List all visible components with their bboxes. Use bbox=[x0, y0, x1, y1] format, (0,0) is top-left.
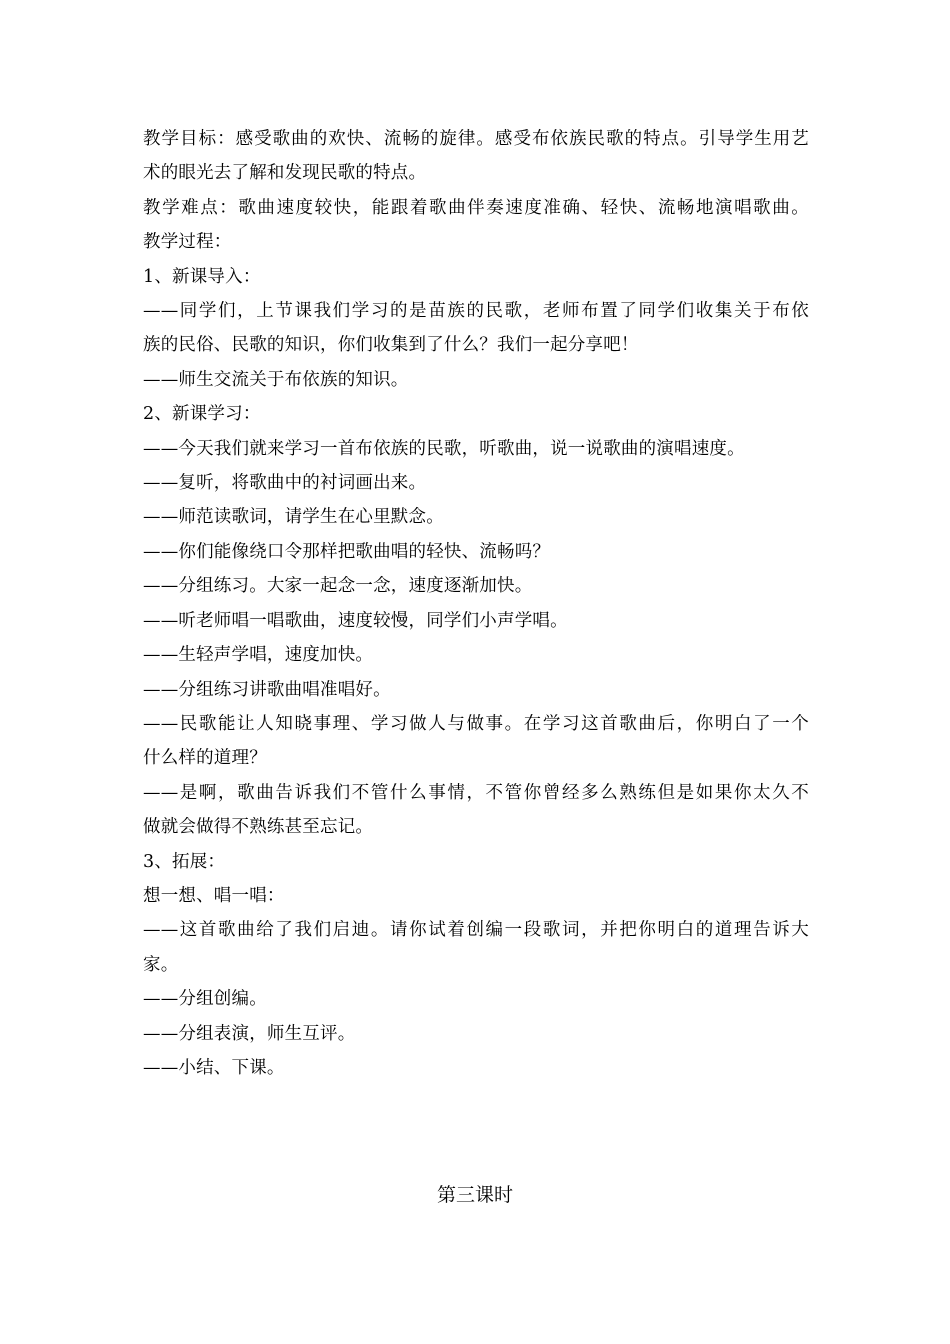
text-line: 什么样的道理？ bbox=[143, 748, 267, 769]
text-line: ——民歌能让人知晓事理、学习做人与做事。在学习这首歌曲后，你明白了一个 bbox=[143, 713, 809, 734]
text-line: ——分组表演，师生互评。 bbox=[143, 1023, 356, 1044]
text-line: ——分组练习。大家一起念一念，速度逐渐加快。 bbox=[143, 576, 533, 597]
text-line: ——这首歌曲给了我们启迪。请你试着创编一段歌词，并把你明白的道理告诉大 bbox=[143, 920, 809, 941]
text-line: 教学目标：感受歌曲的欢快、流畅的旋律。感受布依族民歌的特点。引导学生用艺 bbox=[143, 129, 809, 149]
text-line: ——听老师唱一唱歌曲，速度较慢，同学们小声学唱。 bbox=[143, 610, 568, 631]
text-line: 教学难点：歌曲速度较快，能跟着歌曲伴奏速度准确、轻快、流畅地演唱歌曲。 bbox=[143, 197, 809, 218]
text-line: ——今天我们就来学习一首布依族的民歌，听歌曲，说一说歌曲的演唱速度。 bbox=[143, 438, 745, 459]
text-line: ——是啊，歌曲告诉我们不管什么事情，不管你曾经多么熟练但是如果你太久不 bbox=[143, 782, 809, 803]
text-line: 做就会做得不熟练甚至忘记。 bbox=[143, 817, 374, 838]
section-title: 第三课时 bbox=[436, 1184, 513, 1206]
text-line: ——复听，将歌曲中的衬词画出来。 bbox=[143, 473, 427, 494]
text-line: 想一想、唱一唱： bbox=[143, 885, 285, 906]
text-line: 家。 bbox=[143, 954, 179, 975]
text-line: ——你们能像绕口令那样把歌曲唱的轻快、流畅吗？ bbox=[143, 541, 551, 562]
text-line: ——同学们，上节课我们学习的是苗族的民歌，老师布置了同学们收集关于布依 bbox=[143, 301, 809, 322]
text-line: 族的民俗、民歌的知识，你们收集到了什么？我们一起分享吧！ bbox=[143, 335, 639, 356]
text-line: ——小结、下课。 bbox=[143, 1057, 285, 1078]
text-line: ——师生交流关于布依族的知识。 bbox=[143, 369, 409, 390]
text-line: 3、拓展： bbox=[143, 851, 226, 872]
text-line: ——生轻声学唱，速度加快。 bbox=[143, 645, 374, 666]
document-body bbox=[143, 122, 809, 1085]
text-line: 术的眼光去了解和发现民歌的特点。 bbox=[143, 163, 427, 184]
text-line: 2、新课学习： bbox=[143, 404, 261, 425]
text-line: ——师范读歌词，请学生在心里默念。 bbox=[143, 507, 444, 528]
text-line: 教学过程： bbox=[143, 232, 232, 253]
text-line: ——分组创编。 bbox=[143, 989, 267, 1010]
text-line: 1、新课导入： bbox=[143, 266, 261, 287]
text-line: ——分组练习讲歌曲唱准唱好。 bbox=[143, 679, 391, 700]
